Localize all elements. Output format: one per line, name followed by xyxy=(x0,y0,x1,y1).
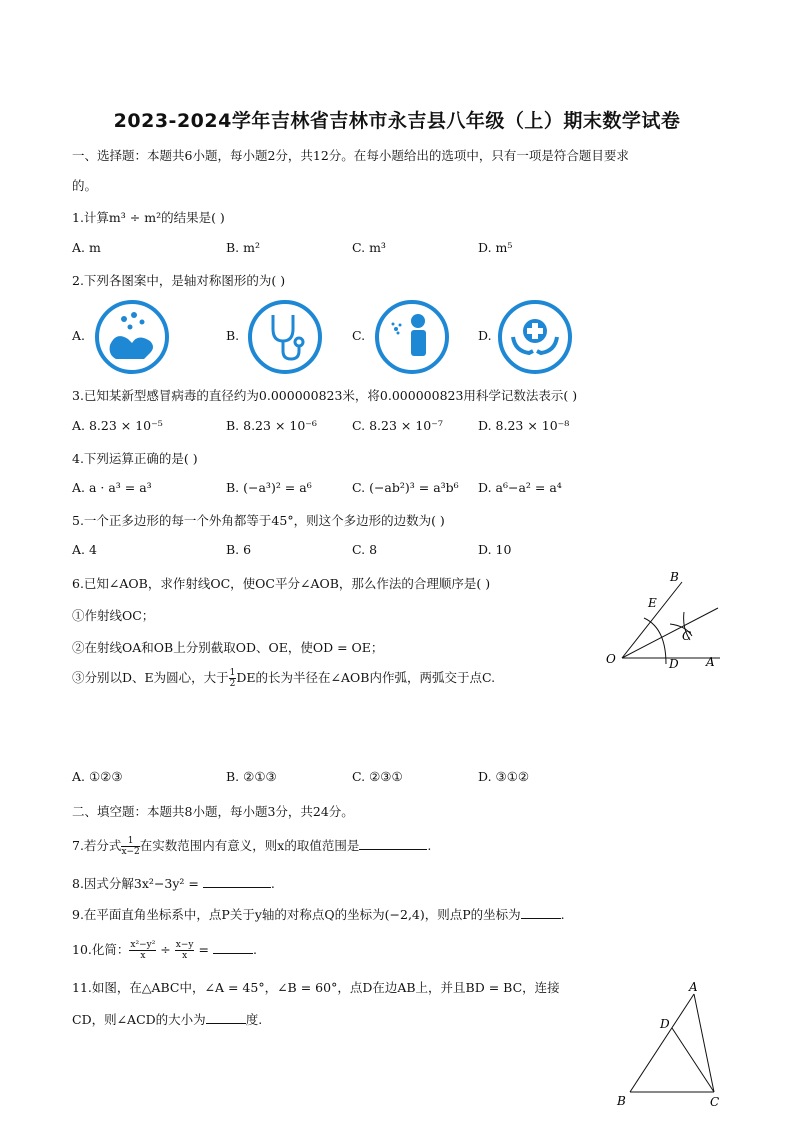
label-c: C xyxy=(710,1095,720,1109)
q6-stem: 6.已知∠AOB，求作射线OC，使OC平分∠AOB，那么作法的合理顺序是( ) xyxy=(72,576,491,591)
q10-fraction-1 xyxy=(129,940,156,961)
label-b: B xyxy=(617,1094,626,1108)
ray-ob xyxy=(622,582,682,658)
q11-line-1: 11.如图，在△ABC中，∠A = 45°，∠B = 60°，点D在边AB上，并且BD = BC，连接 xyxy=(72,980,560,995)
q10-denominator-1: x xyxy=(140,951,146,961)
label-b: B xyxy=(670,570,679,584)
fraction-denominator: 2 xyxy=(229,679,236,689)
q8-end: . xyxy=(270,876,275,891)
q7-numerator: 1 xyxy=(121,836,139,847)
q7-end: . xyxy=(427,838,432,853)
q2-option-d[interactable]: D. xyxy=(478,328,492,343)
label-a: A xyxy=(706,655,715,669)
fraction-numerator: 1 xyxy=(229,668,236,678)
q8 xyxy=(72,874,275,892)
q5-option-a[interactable]: A. 4 xyxy=(72,542,97,557)
q6-option-d[interactable]: D. ③①② xyxy=(478,769,530,784)
triangle-abc-figure xyxy=(610,978,730,1118)
q11-post: 度. xyxy=(245,1012,263,1027)
q9 xyxy=(72,905,565,923)
medical-cross-hands-icon[interactable] xyxy=(495,297,575,377)
label-d: D xyxy=(660,1017,670,1031)
q3-option-d[interactable]: D. 8.23 × 10⁻⁸ xyxy=(478,418,570,433)
q6-step-1: ①作射线OC； xyxy=(72,608,155,623)
q1-option-d[interactable]: D. m⁵ xyxy=(478,240,513,255)
q3-stem: 3.已知某新型感冒病毒的直径约为0.000000823米，将0.000000823用科学记数法表示( ) xyxy=(72,388,578,403)
q10-end: . xyxy=(252,942,257,957)
q5-option-c[interactable]: C. 8 xyxy=(352,542,378,557)
q8-pre: 8.因式分解3x²−3y² = xyxy=(72,876,199,891)
side-ab xyxy=(630,994,694,1092)
q6-option-b[interactable]: B. ②①③ xyxy=(226,769,277,784)
q1-option-b[interactable]: B. m² xyxy=(226,240,260,255)
label-d: D xyxy=(669,657,679,671)
q10 xyxy=(72,940,257,961)
q7 xyxy=(72,836,431,857)
q3-option-b[interactable]: B. 8.23 × 10⁻⁶ xyxy=(226,418,317,433)
q2-option-c[interactable]: C. xyxy=(352,328,366,343)
label-a: A xyxy=(689,980,698,994)
q2-option-b[interactable]: B. xyxy=(226,328,240,343)
label-o: O xyxy=(606,652,616,666)
q6-option-a[interactable]: A. ①②③ xyxy=(72,769,123,784)
ray-oc xyxy=(622,608,718,658)
q9-pre: 9.在平面直角坐标系中，点P关于y轴的对称点Q的坐标为(−2,4)，则点P的坐标为 xyxy=(72,907,521,922)
washing-hands-icon[interactable] xyxy=(92,297,172,377)
q1-option-a[interactable]: A. m xyxy=(72,240,101,255)
q8-answer-blank[interactable] xyxy=(203,875,271,888)
q11-answer-blank[interactable] xyxy=(206,1011,246,1024)
q6-option-c[interactable]: C. ②③① xyxy=(352,769,403,784)
section2-heading: 二、填空题：本题共8小题，每小题3分，共24分。 xyxy=(72,804,354,819)
q9-answer-blank[interactable] xyxy=(521,906,561,919)
q2-stem: 2.下列各图案中，是轴对称图形的为( ) xyxy=(72,273,286,288)
q10-denominator-2: x xyxy=(182,951,188,961)
q10-equals: = xyxy=(198,942,209,957)
q2-option-a[interactable]: A. xyxy=(72,328,86,343)
q5-stem: 5.一个正多边形的每一个外角都等于45°，则这个多边形的边数为( ) xyxy=(72,513,445,528)
q10-pre: 10.化简： xyxy=(72,942,130,957)
q11-pre: CD，则∠ACD的大小为 xyxy=(72,1012,206,1027)
q7-fraction xyxy=(121,836,139,857)
q4-stem: 4.下列运算正确的是( ) xyxy=(72,451,198,466)
q9-end: . xyxy=(560,907,565,922)
section1-heading: 一、选择题：本题共6小题，每小题2分，共12分。在每小题给出的选项中，只有一项是符合题目要求 xyxy=(72,148,629,163)
stethoscope-icon[interactable] xyxy=(245,297,325,377)
label-c: C xyxy=(682,629,692,643)
q10-numerator-1: x²−y² xyxy=(130,940,156,950)
page-title: 2023-2024学年吉林省吉林市永吉县八年级（上）期末数学试卷 xyxy=(113,110,681,132)
q7-post: 在实数范围内有意义，则x的取值范围是 xyxy=(139,838,360,853)
disinfect-spray-icon[interactable] xyxy=(372,297,452,377)
q5-option-d[interactable]: D. 10 xyxy=(478,542,512,557)
q4-option-a[interactable]: A. a · a³ = a³ xyxy=(72,480,152,495)
q1-stem: 1.计算m³ ÷ m²的结果是( ) xyxy=(72,210,225,225)
q6-step-3-pre: ③分别以D、E为圆心，大于 xyxy=(72,670,229,685)
q7-answer-blank[interactable] xyxy=(359,837,427,850)
q6-step-3-post: DE的长为半径在∠AOB内作弧，两弧交于点C. xyxy=(236,670,496,685)
q6-step-2: ②在射线OA和OB上分别截取OD、OE，使OD = OE； xyxy=(72,640,384,655)
q10-numerator-2: x−y xyxy=(175,940,194,950)
label-e: E xyxy=(648,596,657,610)
q5-option-b[interactable]: B. 6 xyxy=(226,542,252,557)
q6-step-3 xyxy=(72,668,495,689)
q3-option-a[interactable]: A. 8.23 × 10⁻⁵ xyxy=(72,418,163,433)
angle-bisector-figure xyxy=(600,568,730,678)
q4-option-c[interactable]: C. (−ab²)³ = a³b⁶ xyxy=(352,480,459,495)
q7-pre: 7.若分式 xyxy=(72,838,122,853)
q4-option-b[interactable]: B. (−a³)² = a⁶ xyxy=(226,480,312,495)
q10-divide: ÷ xyxy=(160,942,171,957)
q3-option-c[interactable]: C. 8.23 × 10⁻⁷ xyxy=(352,418,443,433)
q1-option-c[interactable]: C. m³ xyxy=(352,240,386,255)
q10-fraction-2 xyxy=(175,940,195,961)
q10-answer-blank[interactable] xyxy=(213,941,253,954)
section1-heading-cont: 的。 xyxy=(72,178,98,193)
q11-line-2 xyxy=(72,1010,262,1028)
q4-option-d[interactable]: D. a⁶−a² = a⁴ xyxy=(478,480,562,495)
q7-denominator: x−2 xyxy=(121,847,140,857)
